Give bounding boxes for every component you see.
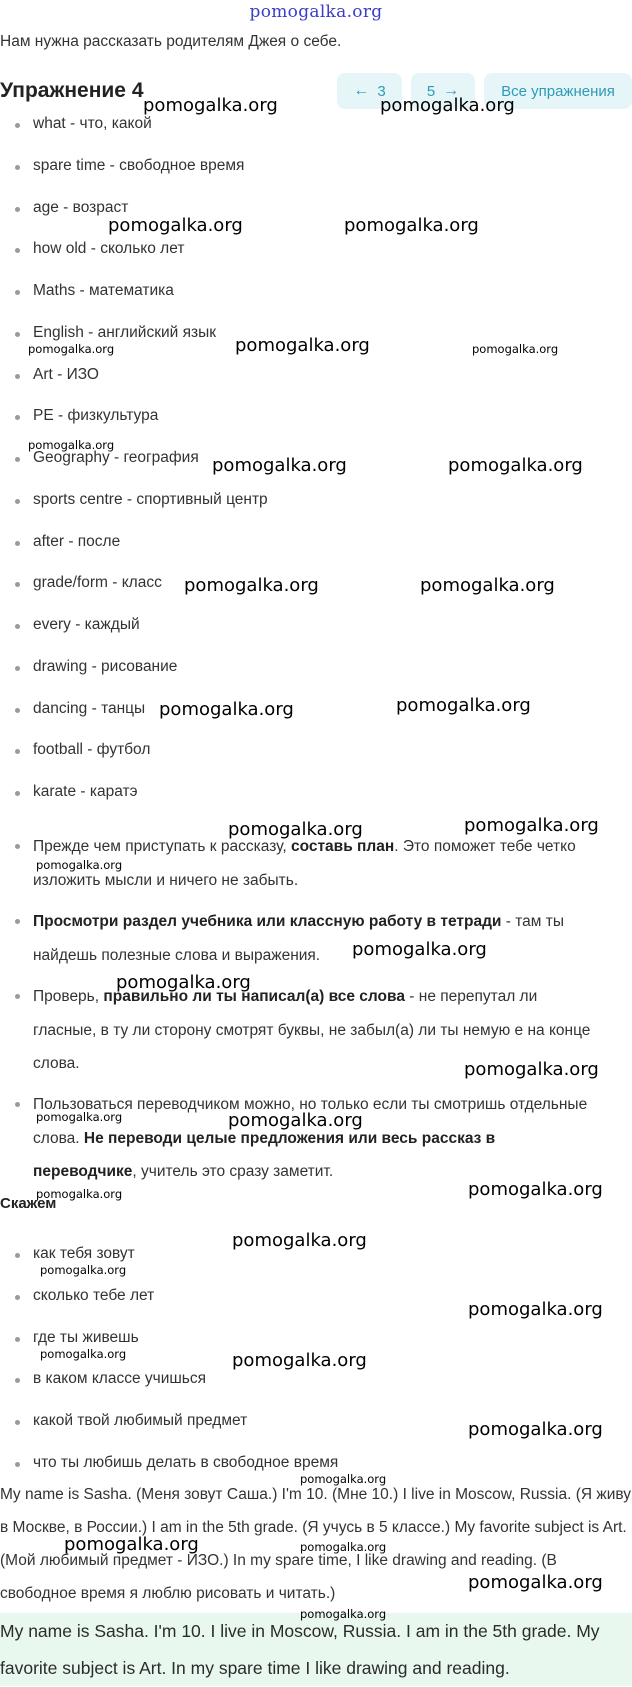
watermark: pomogalka.org <box>352 939 487 960</box>
watermark: pomogalka.org <box>472 342 559 356</box>
watermark: pomogalka.org <box>235 335 370 356</box>
watermark: pomogalka.org <box>420 575 555 596</box>
plan-heading: Скажем <box>0 1195 57 1212</box>
watermark: pomogalka.org <box>184 575 319 596</box>
watermark: pomogalka.org <box>300 1472 387 1486</box>
bullet-icon <box>15 499 20 504</box>
bullet-icon <box>15 582 20 587</box>
watermark: pomogalka.org <box>28 342 115 356</box>
watermark: pomogalka.org <box>159 699 294 720</box>
watermark: pomogalka.org <box>464 815 599 836</box>
bullet-icon <box>15 1462 20 1467</box>
watermark: pomogalka.org <box>300 1540 387 1554</box>
watermark: pomogalka.org <box>448 455 583 476</box>
watermark: pomogalka.org <box>36 1187 123 1201</box>
tip-item: Просмотри раздел учебника или классную работу в тетради - там ты найдешь полезные слова и выражения. <box>0 905 600 972</box>
bullet-icon <box>15 415 20 420</box>
bullet-icon <box>15 207 20 212</box>
bullet-icon <box>15 457 20 462</box>
bullet-icon <box>15 994 20 999</box>
watermark: pomogalka.org <box>36 1110 123 1124</box>
watermark: pomogalka.org <box>380 95 515 116</box>
bullet-icon <box>15 123 20 128</box>
watermark: pomogalka.org <box>300 1607 387 1621</box>
watermark: pomogalka.org <box>116 972 251 993</box>
final-answer-text: My name is Sasha. I'm 10. I live in Moscow, Russia. I am in the 5th grade. My favorite subject is Art. In my spare time I like drawing and reading. <box>0 1621 600 1678</box>
bullet-icon <box>15 290 20 295</box>
all-exercises-button[interactable] <box>484 73 632 109</box>
final-answer-box <box>0 1613 632 1686</box>
bullet-icon <box>15 666 20 671</box>
watermark: pomogalka.org <box>468 1572 603 1593</box>
watermark: pomogalka.org <box>228 819 363 840</box>
watermark: pomogalka.org <box>464 1059 599 1080</box>
watermark: pomogalka.org <box>228 1110 363 1131</box>
watermark: pomogalka.org <box>212 455 347 476</box>
prev-exercise-label: 3 <box>377 82 386 100</box>
watermark: pomogalka.org <box>344 215 479 236</box>
watermark: pomogalka.org <box>232 1350 367 1371</box>
tip-item: Прежде чем приступать к рассказу, составь план. Это поможет тебе четко изложить мысли и ничего не забыть. <box>0 830 600 897</box>
bullet-icon <box>15 844 20 849</box>
tip-item: Пользоваться переводчиком можно, но только если ты смотришь отдельные слова. Не переводи целые предложения или весь рассказ в переводчике, учитель это сразу заметит. <box>0 1088 600 1189</box>
bullet-icon <box>15 1420 20 1425</box>
watermark: pomogalka.org <box>468 1179 603 1200</box>
exercise-title: Упражнение 4 <box>0 79 144 102</box>
prev-exercise-button[interactable] <box>337 73 402 109</box>
arrow-right-icon: → <box>443 82 460 99</box>
watermark: pomogalka.org <box>64 1534 199 1555</box>
watermark: pomogalka.org <box>143 95 278 116</box>
watermark: pomogalka.org <box>468 1299 603 1320</box>
watermark: pomogalka.org <box>36 858 123 872</box>
bullet-icon <box>15 624 20 629</box>
site-logo[interactable]: pomogalka.org <box>249 2 383 22</box>
bullet-icon <box>15 248 20 253</box>
next-exercise-button[interactable] <box>411 73 475 109</box>
answer-text: My name is Sasha. (Меня зовут Саша.) I'm 10. (Мне 10.) I live in Moscow, Russia. (Я живу в Москве, в России.) I am in the 5th grade. (Я учусь в 5 классе.) My favorite subject is Art. (Мой любимый предмет - ИЗО.) In my spare time, I like drawing and reading. (В свободное время я люблю рисовать и читать.) <box>0 1486 632 1602</box>
bullet-icon <box>15 1337 20 1342</box>
arrow-left-icon: ← <box>353 82 370 99</box>
watermark: pomogalka.org <box>108 215 243 236</box>
bullet-icon <box>15 1102 20 1107</box>
next-exercise-label: 5 <box>426 82 436 100</box>
watermark: pomogalka.org <box>468 1419 603 1440</box>
bullet-icon <box>15 332 20 337</box>
bullet-icon <box>15 749 20 754</box>
bullet-icon <box>15 165 20 170</box>
watermark: pomogalka.org <box>396 695 531 716</box>
watermark: pomogalka.org <box>28 438 115 452</box>
bullet-icon <box>15 1378 20 1383</box>
bullet-icon <box>15 1253 20 1258</box>
bullet-icon <box>15 919 20 924</box>
all-exercises-label: Все упражнения <box>501 82 615 100</box>
bullet-icon <box>15 541 20 546</box>
watermark: pomogalka.org <box>232 1230 367 1251</box>
task-intro: Нам нужна рассказать родителям Джея о себе. <box>0 33 342 50</box>
bullet-icon <box>15 791 20 796</box>
watermark: pomogalka.org <box>40 1263 127 1277</box>
watermark: pomogalka.org <box>40 1347 127 1361</box>
bullet-icon <box>15 374 20 379</box>
bullet-icon <box>15 708 20 713</box>
tip-item: Проверь, правильно ли ты написал(а) все слова - не перепутал ли гласные, в ту ли сторону смотрят буквы, не забыл(а) ли ты немую e на конце слова. <box>0 980 600 1081</box>
bullet-icon <box>15 1295 20 1300</box>
